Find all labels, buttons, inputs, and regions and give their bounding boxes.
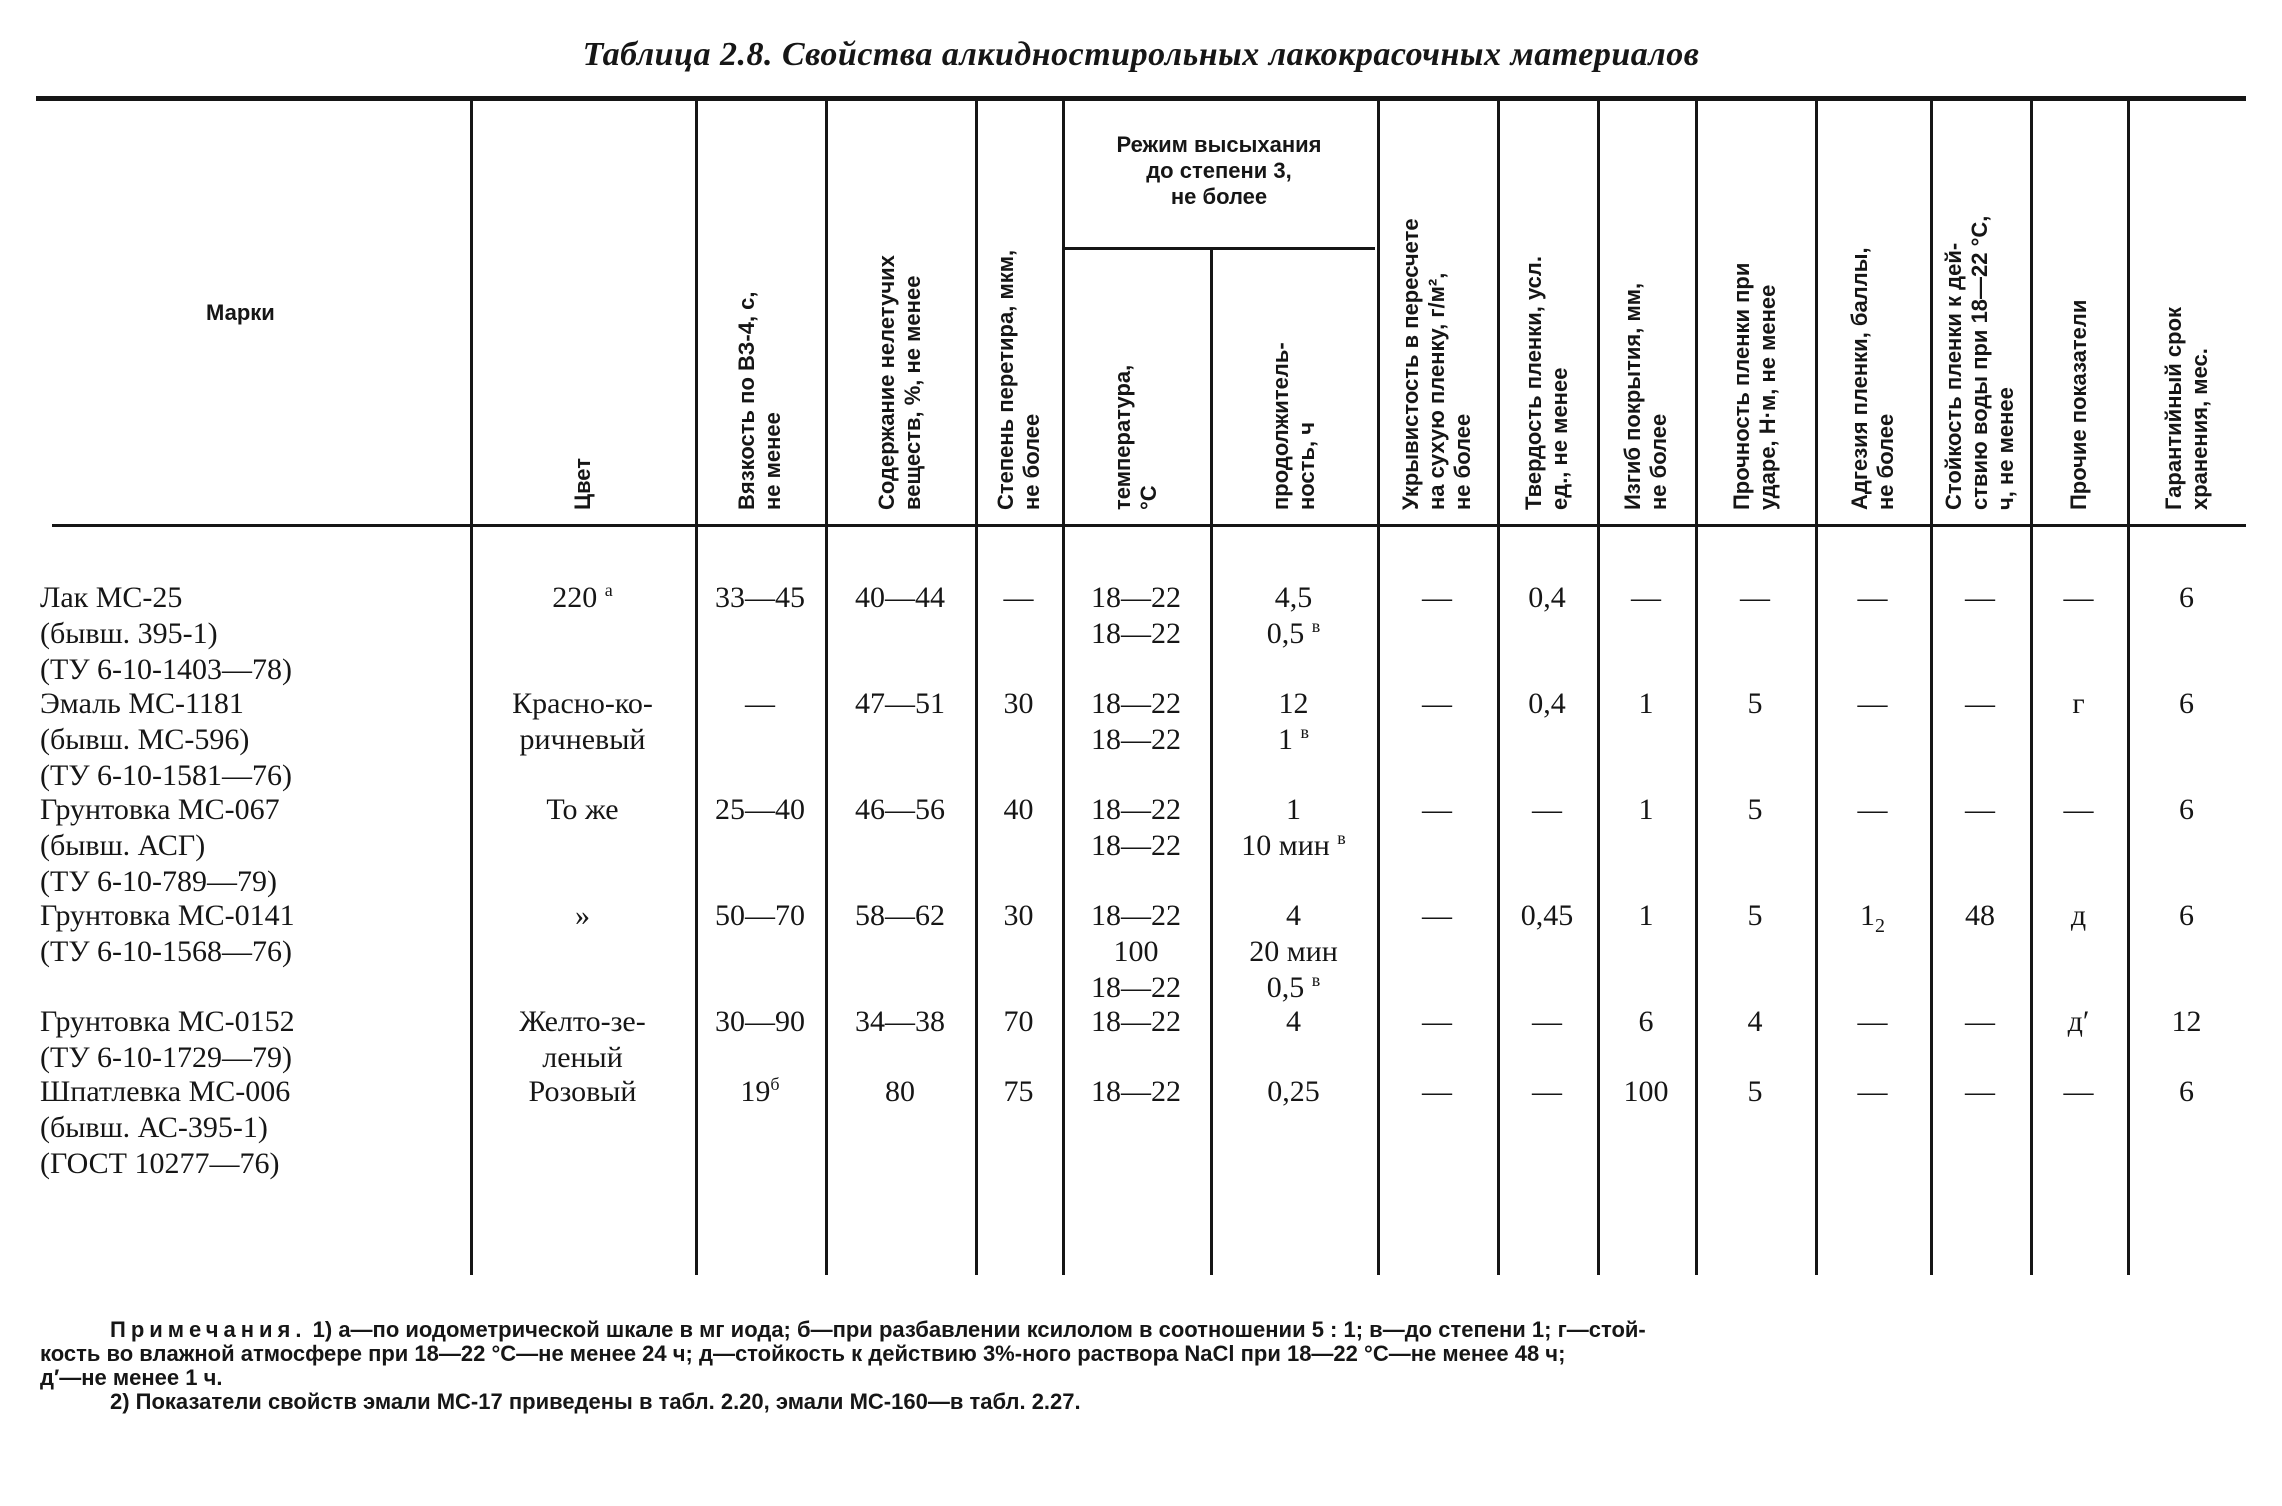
row-impact-value: 5 <box>1747 687 1763 720</box>
row-bend-value: 1 <box>1638 687 1654 720</box>
row-temperature-line: 18—22 <box>1091 617 1181 650</box>
row-hiding-value: — <box>1422 793 1452 826</box>
row-bend-value: 1 <box>1638 899 1654 932</box>
header-nonvolatile-line: Содержание нелетучих <box>874 255 899 510</box>
row-hiding-value: — <box>1422 1005 1452 1038</box>
row-temperature-line: 18—22 <box>1091 899 1181 932</box>
row-shelf-value: 6 <box>2179 687 2194 720</box>
row-hardness <box>1497 898 1597 934</box>
row-hiding <box>1377 580 1497 616</box>
row-color-text: 220 <box>552 581 598 614</box>
row-temperature-line: 18—22 <box>1091 687 1181 720</box>
row-mark-line: (бывш. 395-1) <box>40 617 218 650</box>
row-nonvolatile-value: 40—44 <box>855 581 945 614</box>
row-viscosity <box>695 1074 825 1110</box>
row-duration <box>1210 580 1377 652</box>
row-bend <box>1597 1074 1695 1110</box>
row-adhesion-value: 1 <box>1860 899 1875 932</box>
row-impact-value: — <box>1740 581 1770 614</box>
footnote-mark: в <box>1300 722 1309 742</box>
row-adhesion <box>1815 792 1930 828</box>
header-adhesion-line: не более <box>1872 413 1898 510</box>
header-duration-line: ность, ч <box>1293 422 1319 510</box>
row-duration-value: 0,5 <box>1266 971 1305 1004</box>
row-duration-line <box>1210 828 1377 864</box>
row-adhesion <box>1815 898 1930 937</box>
header-duration-line: продолжитель- <box>1267 342 1293 510</box>
row-adhesion-value: — <box>1857 687 1888 720</box>
row-duration-value: 1 <box>1278 723 1293 756</box>
row-mark-line: Шпатлевка МС-006 <box>40 1075 291 1108</box>
row-hardness-value: 0,4 <box>1528 581 1566 614</box>
header-bottom-rule <box>52 524 2246 527</box>
row-bend <box>1597 580 1695 616</box>
row-duration-line <box>1210 934 1377 970</box>
row-water-value: — <box>1965 1075 1995 1108</box>
row-grind <box>975 792 1062 828</box>
row-hardness <box>1497 686 1597 722</box>
notes-line4: 2) Показатели свойств эмали МС-17 приведены в табл. 2.20, эмали МС-160—в табл. 2.27. <box>110 1389 1081 1414</box>
row-viscosity-value: 19 <box>740 1075 771 1108</box>
row-duration-line <box>1210 686 1377 722</box>
row-duration-value: 10 мин <box>1241 829 1330 862</box>
row-color-text: Желто-зе- <box>519 1005 646 1038</box>
row-other <box>2030 1004 2127 1040</box>
row-temperature-line: 18—22 <box>1091 971 1181 1004</box>
row-adhesion <box>1815 686 1930 722</box>
footnote-mark: б <box>770 1074 780 1094</box>
row-hiding <box>1377 792 1497 828</box>
row-hardness-value: — <box>1532 793 1562 826</box>
row-viscosity-value: 30—90 <box>715 1005 805 1038</box>
row-grind <box>975 898 1062 934</box>
header-viscosity-line: не менее <box>760 412 785 510</box>
row-duration-line <box>1210 616 1377 652</box>
header-drying-line: Режим высыхания <box>1116 132 1322 157</box>
table-title: Таблица 2.8. Свойства алкидностирольных лакокрасочных материалов <box>582 36 1700 73</box>
header-impact <box>1729 263 1781 510</box>
row-other <box>2030 580 2127 616</box>
row-viscosity-value: 50—70 <box>715 899 805 932</box>
row-temperature-line: 18—22 <box>1091 1075 1181 1108</box>
row-water <box>1930 898 2030 934</box>
row-color-line <box>470 1004 695 1040</box>
footnote-mark: в <box>1311 616 1321 636</box>
row-duration-value: 4 <box>1286 899 1301 932</box>
row-temperature <box>1062 1004 1210 1040</box>
row-other-value: д′ <box>2067 1005 2090 1038</box>
row-duration <box>1210 1074 1377 1110</box>
header-adhesion-line: Адгезия пленки, баллы, <box>1846 247 1872 510</box>
row-color-text: Красно-ко- <box>512 687 653 720</box>
row-other <box>2030 792 2127 828</box>
row-color-line <box>470 580 695 616</box>
row-duration-line <box>1210 1004 1377 1040</box>
row-mark-line: (ТУ 6-10-1581—76) <box>40 759 293 792</box>
footnote-mark: а <box>604 580 613 600</box>
header-shelf-line: хранения, мес. <box>2186 348 2212 510</box>
row-impact-value: 4 <box>1747 1005 1763 1038</box>
row-other-value: — <box>2063 793 2094 826</box>
footnote-mark: в <box>1311 970 1321 990</box>
header-shelf <box>2161 307 2213 510</box>
table-notes <box>40 1318 2240 1414</box>
row-impact <box>1695 1074 1815 1110</box>
row-hiding <box>1377 686 1497 722</box>
row-water <box>1930 792 2030 828</box>
row-adhesion <box>1815 1074 1930 1110</box>
row-shelf-value: 6 <box>2179 1075 2194 1108</box>
header-duration <box>1268 342 1320 510</box>
row-adhesion-sub: 2 <box>1875 915 1885 937</box>
row-bend <box>1597 1004 1695 1040</box>
row-mark-line: (бывш. МС-596) <box>40 723 250 756</box>
row-water-value: — <box>1965 1005 1995 1038</box>
header-impact-line: Прочность пленки при <box>1729 262 1754 510</box>
row-temperature-line: 18—22 <box>1091 581 1181 614</box>
row-grind <box>975 1004 1062 1040</box>
row-color-line <box>470 722 695 758</box>
row-mark-line: (ТУ 6-10-789—79) <box>40 865 278 898</box>
row-shelf-value: 12 <box>2171 1005 2202 1038</box>
row-grind-value: — <box>1003 581 1034 614</box>
row-shelf <box>2127 1074 2246 1110</box>
row-shelf <box>2127 1004 2246 1040</box>
header-bend-line: не более <box>1646 413 1671 510</box>
row-impact <box>1695 686 1815 722</box>
header-hiding <box>1398 218 1476 510</box>
row-color-line <box>470 1040 695 1076</box>
row-hardness-value: 0,4 <box>1528 687 1566 720</box>
header-grind-line: не более <box>1018 413 1044 510</box>
row-adhesion-value: — <box>1857 793 1888 826</box>
row-temperature-line: 100 <box>1113 935 1159 968</box>
row-color <box>470 686 695 758</box>
row-viscosity <box>695 686 825 722</box>
row-bend-value: — <box>1631 581 1661 614</box>
row-color-text: То же <box>546 793 619 826</box>
row-other <box>2030 1074 2127 1110</box>
row-hardness-value: 0,45 <box>1520 899 1574 932</box>
drying-group-rule <box>1062 247 1375 250</box>
row-nonvolatile-value: 80 <box>885 1075 915 1108</box>
header-temperature <box>1110 365 1162 510</box>
header-drying-line: до степени 3, <box>1146 158 1292 183</box>
header-hiding-line: не более <box>1450 413 1475 510</box>
row-impact-value: 5 <box>1747 899 1763 932</box>
row-color <box>470 1004 695 1076</box>
footnote-mark: в <box>1337 828 1346 848</box>
row-shelf-value: 6 <box>2179 899 2194 932</box>
row-grind <box>975 1074 1062 1110</box>
row-duration-line <box>1210 970 1377 1006</box>
header-viscosity-line: Вязкость по ВЗ-4, с, <box>734 291 759 510</box>
row-impact <box>1695 898 1815 934</box>
notes-line2: кость во влажной атмосфере при 18—22 °C—не менее 24 ч; д—стойкость к действию 3%-ного раствора NaCl при 18—22 °C—не менее 48 ч; <box>40 1341 1566 1366</box>
row-water-value: — <box>1965 581 1995 614</box>
row-shelf-value: 6 <box>2179 581 2194 614</box>
row-viscosity-value: 25—40 <box>715 793 805 826</box>
row-bend <box>1597 898 1695 934</box>
row-other-value: г <box>2072 687 2085 720</box>
row-hardness <box>1497 1074 1597 1110</box>
row-temperature <box>1062 686 1210 758</box>
row-shelf <box>2127 898 2246 934</box>
row-temperature-line: 18—22 <box>1091 793 1181 826</box>
row-duration-value: 12 <box>1278 687 1309 720</box>
row-adhesion-value: — <box>1857 581 1888 614</box>
row-water <box>1930 580 2030 616</box>
row-grind-value: 30 <box>1003 687 1034 720</box>
row-duration-line <box>1210 1074 1377 1110</box>
header-temperature-line: °C <box>1136 485 1161 510</box>
row-impact <box>1695 580 1815 616</box>
row-water <box>1930 1074 2030 1110</box>
row-other <box>2030 686 2127 722</box>
row-mark-line: Лак МС-25 <box>40 581 183 614</box>
row-temperature-line: 18—22 <box>1091 1005 1181 1038</box>
row-mark-line: (ТУ 6-10-1403—78) <box>40 653 293 686</box>
row-bend-value: 6 <box>1638 1005 1654 1038</box>
row-mark-line: Грунтовка МС-067 <box>40 793 280 826</box>
notes-line1: 1) а—по иодометрической шкале в мг иода; б—при разбавлении ксилолом в соотношении 5 : 1; в—до степени 1; г—стой- <box>312 1317 1646 1342</box>
row-hiding-value: — <box>1422 899 1452 932</box>
header-hiding-line: на сухую пленку, г/м², <box>1424 272 1449 510</box>
row-viscosity-value: — <box>745 687 775 720</box>
row-color-text: » <box>575 899 590 932</box>
row-duration-value: 4 <box>1286 1005 1301 1038</box>
row-temperature-line: 18—22 <box>1091 723 1181 756</box>
row-other-value: д <box>2070 899 2087 932</box>
header-water-line: ствию воды при 18—22 °C, <box>1967 215 1992 510</box>
row-color <box>470 580 695 616</box>
row-grind-value: 40 <box>1003 793 1034 826</box>
row-hardness-value: — <box>1532 1005 1562 1038</box>
header-color <box>570 458 596 510</box>
header-drying-group <box>1064 132 1374 210</box>
header-marks: Марки <box>206 300 275 325</box>
row-hiding-value: — <box>1422 687 1452 720</box>
row-color <box>470 898 695 934</box>
row-shelf-value: 6 <box>2179 793 2194 826</box>
row-color-line <box>470 686 695 722</box>
row-duration-line <box>1210 792 1377 828</box>
row-grind <box>975 686 1062 722</box>
header-water-line: ч, не менее <box>1993 387 2018 510</box>
header-shelf-line: Гарантийный срок <box>2160 306 2186 510</box>
row-water <box>1930 686 2030 722</box>
table-top-rule <box>36 96 2246 101</box>
row-bend-value: 1 <box>1638 793 1654 826</box>
row-other-value: — <box>2063 1075 2094 1108</box>
row-nonvolatile-value: 46—56 <box>855 793 945 826</box>
row-water-value: — <box>1965 687 1995 720</box>
notes-label: Примечания. <box>110 1317 307 1342</box>
row-duration-line <box>1210 580 1377 616</box>
row-duration <box>1210 1004 1377 1040</box>
row-viscosity <box>695 898 825 934</box>
header-adhesion <box>1847 247 1899 510</box>
row-nonvolatile <box>825 1004 975 1040</box>
header-water <box>1941 216 2019 510</box>
row-adhesion-value: — <box>1857 1005 1888 1038</box>
header-hiding-line: Укрывистость в пересчете <box>1398 218 1423 510</box>
row-temperature-line: 18—22 <box>1091 829 1181 862</box>
header-grind-line: Степень перетира, мкм, <box>992 249 1018 510</box>
notes-line3: д′—не менее 1 ч. <box>40 1365 223 1390</box>
row-impact <box>1695 1004 1815 1040</box>
header-hardness-line: ед., не менее <box>1547 367 1572 510</box>
row-bend <box>1597 792 1695 828</box>
row-mark-line: Грунтовка МС-0141 <box>40 899 295 932</box>
row-temperature <box>1062 792 1210 864</box>
row-temperature <box>1062 898 1210 1006</box>
header-impact-line: ударе, Н·м, не менее <box>1755 284 1780 510</box>
header-nonvolatile <box>874 255 926 510</box>
row-color-text: ричневый <box>519 723 646 756</box>
row-impact-value: 5 <box>1747 793 1763 826</box>
row-duration-value: 20 мин <box>1249 935 1338 968</box>
row-hardness <box>1497 580 1597 616</box>
row-adhesion <box>1815 580 1930 616</box>
row-water-value: — <box>1965 793 1995 826</box>
row-nonvolatile <box>825 580 975 616</box>
column-divider <box>1210 250 1213 1275</box>
row-color-line <box>470 898 695 934</box>
row-grind-value: 75 <box>1003 1075 1034 1108</box>
row-grind-value: 70 <box>1003 1005 1034 1038</box>
row-hiding <box>1377 1074 1497 1110</box>
row-shelf <box>2127 686 2246 722</box>
row-duration <box>1210 792 1377 864</box>
row-viscosity-value: 33—45 <box>715 581 805 614</box>
row-water-value: 48 <box>1965 899 1995 932</box>
row-temperature <box>1062 580 1210 652</box>
row-water <box>1930 1004 2030 1040</box>
row-viscosity <box>695 580 825 616</box>
row-viscosity <box>695 792 825 828</box>
row-hiding-value: — <box>1422 1075 1452 1108</box>
row-shelf <box>2127 580 2246 616</box>
row-mark-line: (ГОСТ 10277—76) <box>40 1147 280 1180</box>
row-duration-value: 4,5 <box>1274 581 1313 614</box>
row-hardness-value: — <box>1532 1075 1562 1108</box>
header-hardness <box>1521 256 1573 510</box>
header-hardness-line: Твердость пленки, усл. <box>1521 256 1546 510</box>
row-other <box>2030 898 2127 934</box>
row-duration <box>1210 686 1377 758</box>
row-bend-value: 100 <box>1623 1075 1669 1108</box>
row-grind-value: 30 <box>1003 899 1034 932</box>
row-duration-value: 1 <box>1286 793 1301 826</box>
row-impact-value: 5 <box>1747 1075 1763 1108</box>
row-mark-line: Эмаль МС-1181 <box>40 687 244 720</box>
header-bend-line: Изгиб покрытия, мм, <box>1620 282 1645 510</box>
row-temperature <box>1062 1074 1210 1110</box>
row-nonvolatile <box>825 898 975 934</box>
row-hardness <box>1497 1004 1597 1040</box>
row-shelf <box>2127 792 2246 828</box>
row-impact <box>1695 792 1815 828</box>
row-color-line <box>470 1074 695 1110</box>
row-color-text: леный <box>542 1041 623 1074</box>
row-mark-line: (ТУ 6-10-1729—79) <box>40 1041 293 1074</box>
row-hardness <box>1497 792 1597 828</box>
row-viscosity <box>695 1004 825 1040</box>
row-hiding <box>1377 1004 1497 1040</box>
row-grind <box>975 580 1062 616</box>
row-color <box>470 792 695 828</box>
row-duration-value: 0,5 <box>1266 617 1305 650</box>
header-other <box>2066 300 2092 510</box>
row-duration <box>1210 898 1377 1006</box>
row-nonvolatile <box>825 686 975 722</box>
row-mark-line: (ТУ 6-10-1568—76) <box>40 935 293 968</box>
row-nonvolatile <box>825 792 975 828</box>
row-color <box>470 1074 695 1110</box>
row-nonvolatile-value: 58—62 <box>855 899 945 932</box>
row-color-line <box>470 792 695 828</box>
header-viscosity <box>734 291 786 510</box>
row-adhesion-value: — <box>1857 1075 1888 1108</box>
row-adhesion <box>1815 1004 1930 1040</box>
row-bend <box>1597 686 1695 722</box>
row-mark-line: (бывш. АС-395-1) <box>40 1111 268 1144</box>
header-grind <box>993 250 1045 510</box>
row-other-value: — <box>2063 581 2094 614</box>
row-hiding <box>1377 898 1497 934</box>
row-duration-value: 0,25 <box>1267 1075 1320 1108</box>
row-nonvolatile-value: 34—38 <box>855 1005 945 1038</box>
header-temperature-line: температура, <box>1110 364 1135 510</box>
header-drying-line: не более <box>1170 184 1268 209</box>
header-other-line: Прочие показатели <box>2065 299 2091 510</box>
header-color-line: Цвет <box>569 457 595 510</box>
row-mark-line: Грунтовка МС-0152 <box>40 1005 295 1038</box>
row-duration-line <box>1210 722 1377 758</box>
row-hiding-value: — <box>1422 581 1452 614</box>
header-water-line: Стойкость пленки к дей- <box>1941 242 1966 510</box>
row-nonvolatile <box>825 1074 975 1110</box>
row-nonvolatile-value: 47—51 <box>855 687 945 720</box>
row-color-text: Розовый <box>528 1075 637 1108</box>
header-bend <box>1620 283 1672 510</box>
row-duration-line <box>1210 898 1377 934</box>
row-mark-line: (бывш. АСГ) <box>40 829 206 862</box>
header-nonvolatile-line: веществ, %, не менее <box>900 275 925 510</box>
